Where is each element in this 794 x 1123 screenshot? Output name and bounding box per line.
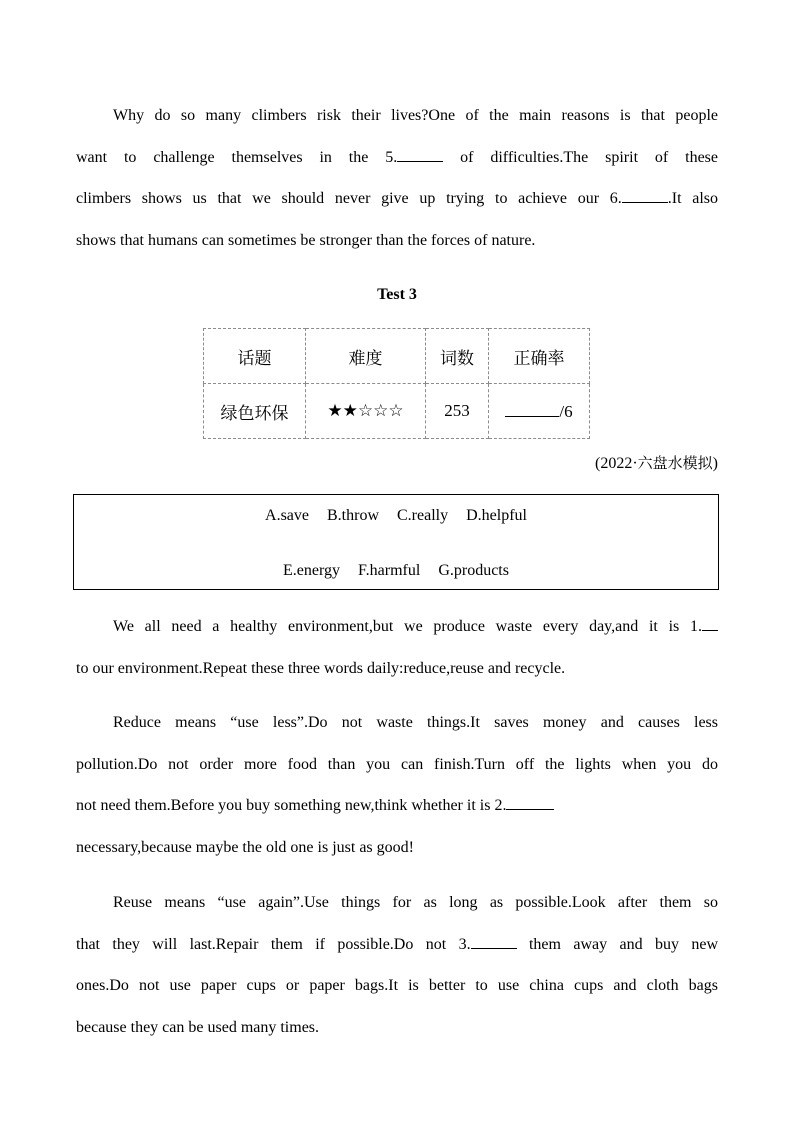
paragraph-line: to our environment.Repeat these three words daily:reduce,reuse and recycle.	[76, 659, 566, 677]
paragraph-line	[76, 795, 718, 837]
header-word-count: 词数	[426, 329, 489, 384]
test-title: Test 3	[377, 286, 417, 303]
source-close: )	[712, 455, 718, 472]
paragraph-line: ones.Do not use paper cups or paper bags.It is better to use china cups and cloth bags	[76, 977, 718, 994]
accuracy-blank[interactable]	[505, 400, 559, 417]
text-fragment: climbers shows us that we should never give up trying to achieve our 6.	[76, 190, 622, 207]
word-option: D.helpful	[466, 507, 527, 524]
paragraph-line: pollution.Do not order more food than you can finish.Turn off the lights when you do	[76, 755, 718, 773]
text-fragment: not need them.Before you buy something new,think whether it is 2.	[76, 797, 507, 814]
paragraph-line: necessary,because maybe the old one is just as good!	[76, 838, 414, 856]
source-note	[595, 452, 718, 473]
difficulty-stars: ★★☆☆☆	[306, 384, 426, 439]
table-value-row	[204, 384, 590, 439]
paragraph-line: shows that humans can sometimes be stronger than the forces of nature.	[76, 231, 536, 249]
answer-blank-6[interactable]	[622, 188, 668, 203]
text-fragment: We all need a healthy environment,but we produce waste every day,and it is 1.	[113, 618, 702, 635]
text-fragment: that they will last.Repair them if possible.Do not 3.	[76, 935, 471, 953]
test-info-table	[203, 328, 590, 439]
paragraph-line	[76, 934, 718, 976]
reduce-paragraph	[76, 712, 718, 878]
answer-blank-3[interactable]	[471, 934, 517, 949]
word-option: C.really	[397, 507, 449, 524]
word-option: A.save	[265, 507, 309, 524]
word-bank-row-1	[74, 507, 718, 525]
source-year: (2022·	[595, 455, 638, 472]
reuse-paragraph	[76, 892, 718, 1058]
climbers-paragraph	[76, 105, 718, 271]
paragraph-line: Reduce means “use less”.Do not waste things.It saves money and causes less	[113, 714, 718, 731]
paragraph-line	[76, 188, 718, 230]
header-difficulty: 难度	[306, 329, 426, 384]
word-option: E.energy	[283, 562, 341, 579]
environment-paragraph	[76, 616, 718, 699]
text-fragment: want to challenge themselves in the 5.	[76, 148, 398, 166]
word-bank-row-2	[74, 562, 718, 580]
word-option: B.throw	[327, 507, 379, 524]
text-fragment: .It also	[667, 190, 719, 207]
accuracy-total: /6	[559, 402, 573, 421]
header-accuracy: 正确率	[489, 329, 590, 384]
answer-blank-1[interactable]	[702, 616, 718, 631]
paragraph-line: Reuse means “use again”.Use things for as long as possible.Look after them so	[113, 894, 718, 911]
word-option: G.products	[438, 562, 509, 579]
table-header-row	[204, 329, 590, 384]
answer-blank-5[interactable]	[397, 147, 443, 162]
paragraph-line	[76, 616, 718, 658]
source-region: 六盘水模拟	[637, 454, 713, 472]
word-count-value: 253	[426, 384, 489, 439]
paragraph-line: because they can be used many times.	[76, 1018, 320, 1036]
word-bank-box	[73, 494, 719, 590]
text-fragment: of difficulties.The spirit of these	[460, 148, 719, 166]
answer-blank-2[interactable]	[506, 795, 554, 810]
accuracy-value	[489, 384, 590, 439]
topic-value: 绿色环保	[204, 384, 306, 439]
paragraph-line	[76, 147, 718, 189]
header-topic: 话题	[204, 329, 306, 384]
paragraph-line: Why do so many climbers risk their lives?One of the main reasons is that people	[113, 107, 718, 124]
text-fragment: them away and buy new	[528, 935, 719, 953]
word-option: F.harmful	[358, 562, 421, 579]
